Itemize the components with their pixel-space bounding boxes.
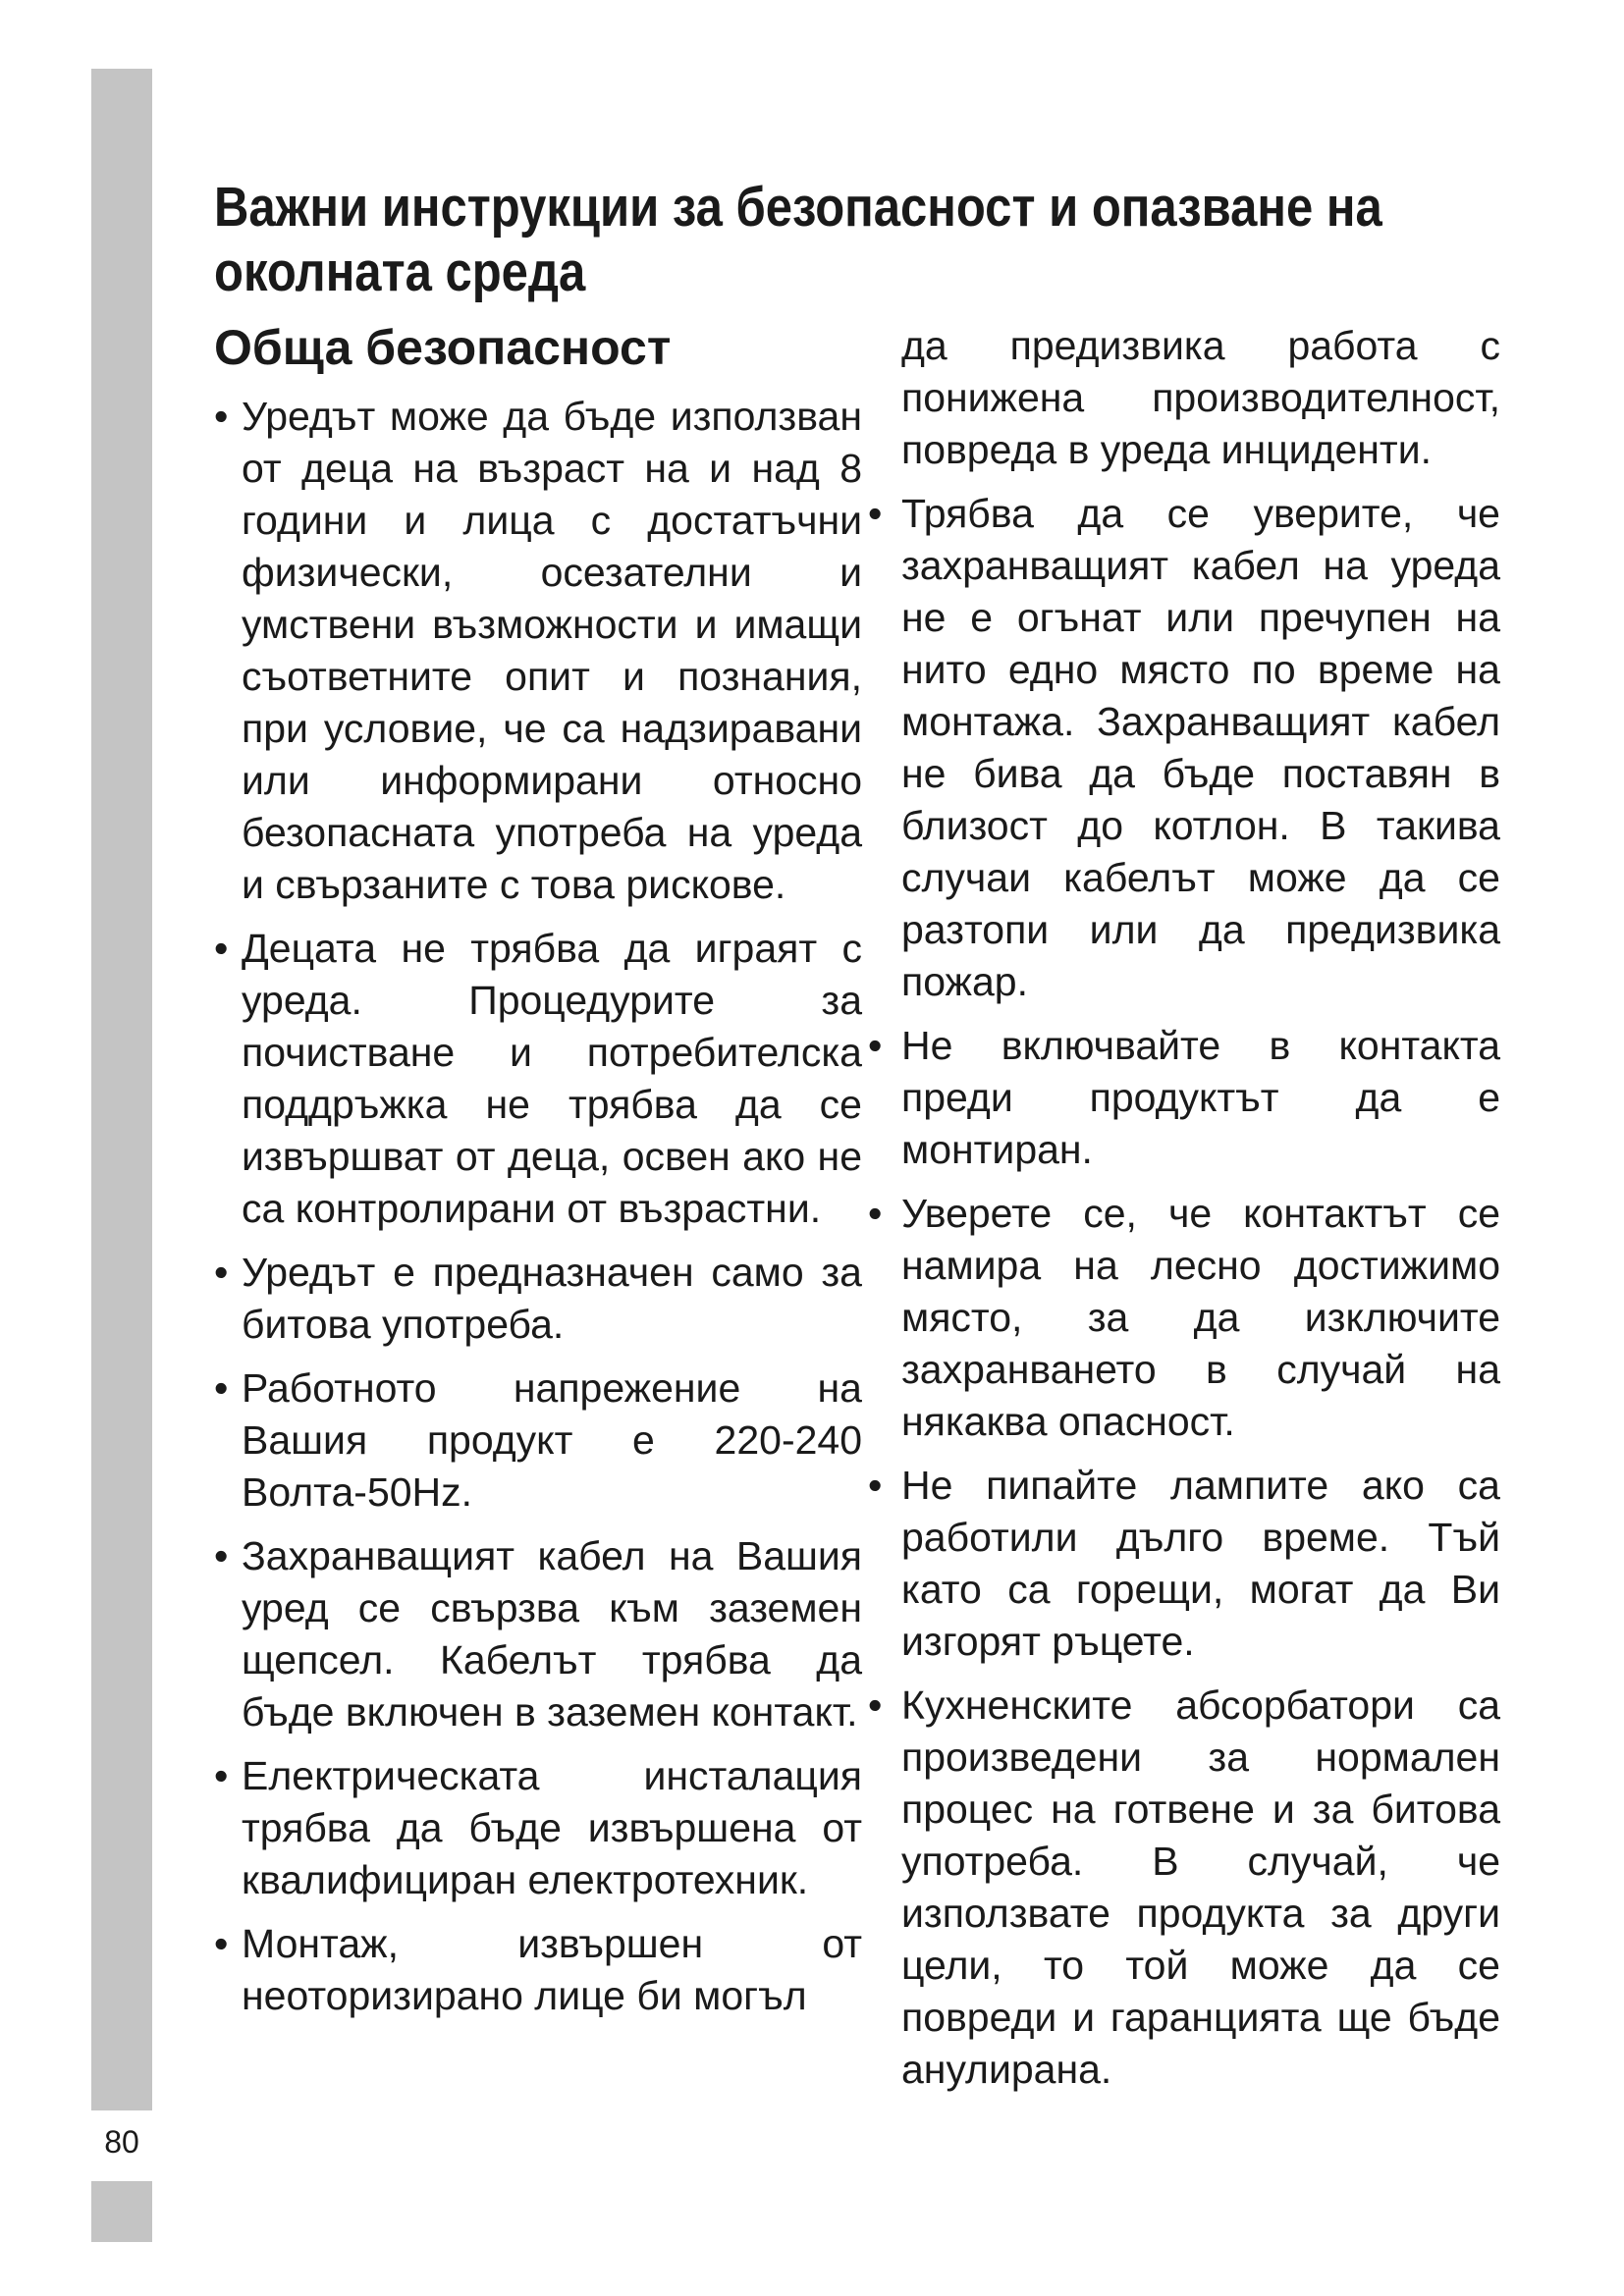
- list-item-text: Уверете се, че контактът се намира на лесно достижимо място, за да изключите захранването в случай на някаква опасност.: [901, 1191, 1500, 1444]
- list-item: [862, 1020, 1500, 1176]
- list-item: [214, 391, 862, 911]
- list-item: [862, 1460, 1500, 1668]
- list-item: [214, 923, 862, 1235]
- bullet: •: [868, 1682, 883, 1728]
- bullet: •: [868, 1463, 883, 1508]
- list-item-text: да предизвика работа с понижена производителност, повреда в уреда инциденти.: [901, 323, 1500, 472]
- section-title: Обща безопасност: [214, 320, 672, 375]
- list-item: [862, 488, 1500, 1008]
- list-item-text: Трябва да се уверите, че захранващият кабел на уреда не е огънат или пречупен на нито едно място по време на монтажа. Захранващият кабел не бива да бъде поставян в близост до котлон. В такива случаи кабелът може да се разтопи или да предизвика пожар.: [901, 491, 1500, 1004]
- bullet: •: [214, 1365, 229, 1411]
- list-item: [214, 1918, 862, 2022]
- list-item-text: Не пипайте лампите ако са работили дълго време. Тъй като са горещи, могат да Ви изгорят ръцете.: [901, 1463, 1500, 1664]
- bullet: •: [214, 1921, 229, 1966]
- list-item: [214, 1530, 862, 1738]
- right-column: [862, 320, 1500, 2108]
- bullet: •: [214, 1753, 229, 1798]
- list-item: [214, 1247, 862, 1351]
- bullet: •: [214, 1533, 229, 1578]
- list-item-text: Уредът може да бъде използван от деца на възраст на и над 8 години и лица с достатъчни физически, осезателни и умствени възможности и имащи съответните опит и познания, при условие, че са надзиравани или информирани относно безопасната употреба на уреда и свързаните с това рискове.: [242, 394, 862, 907]
- list-item: [862, 1680, 1500, 2096]
- bullet: •: [214, 926, 229, 971]
- bullet: •: [868, 491, 883, 536]
- bullet: •: [214, 394, 229, 439]
- list-item: [214, 1362, 862, 1519]
- list-item: [862, 1188, 1500, 1448]
- list-item-text: Работното напрежение на Вашия продукт е 220-240 Волта-50Hz.: [242, 1365, 862, 1515]
- bullet: •: [868, 1023, 883, 1068]
- list-item-text: Електрическата инсталация трябва да бъде извършена от квалифициран електротехник.: [242, 1753, 862, 1902]
- list-item-text: Децата не трябва да играят с уреда. Процедурите за почистване и потребителска поддръжка не трябва да се извършват от деца, освен ако не са контролирани от възрастни.: [242, 926, 862, 1231]
- side-bar-top: [91, 69, 152, 2110]
- page-title: Важни инструкции за безопасност и опазване на околната среда: [214, 176, 1382, 303]
- list-item-text: Уредът е предназначен само за битова употреба.: [242, 1250, 862, 1347]
- bullet: •: [868, 1191, 883, 1236]
- page-number: 80: [104, 2124, 139, 2160]
- side-bar-bottom: [91, 2181, 152, 2242]
- list-item-text: Кухненските абсорбатори са произведени за нормален процес на готвене и за битова употреба. В случай, че използвате продукта за други цели, то той може да се повреди и гаранцията ще бъде анулирана.: [901, 1682, 1500, 2092]
- list-item: [862, 320, 1500, 476]
- bullet: •: [214, 1250, 229, 1295]
- left-column: [214, 391, 862, 2034]
- list-item: [214, 1750, 862, 1906]
- list-item-text: Захранващият кабел на Вашия уред се свързва към заземен щепсел. Кабелът трябва да бъде включен в заземен контакт.: [242, 1533, 862, 1735]
- list-item-text: Не включвайте в контакта преди продуктът да е монтиран.: [901, 1023, 1500, 1172]
- list-item-text: Монтаж, извършен от неоторизирано лице би могъл: [242, 1921, 862, 2018]
